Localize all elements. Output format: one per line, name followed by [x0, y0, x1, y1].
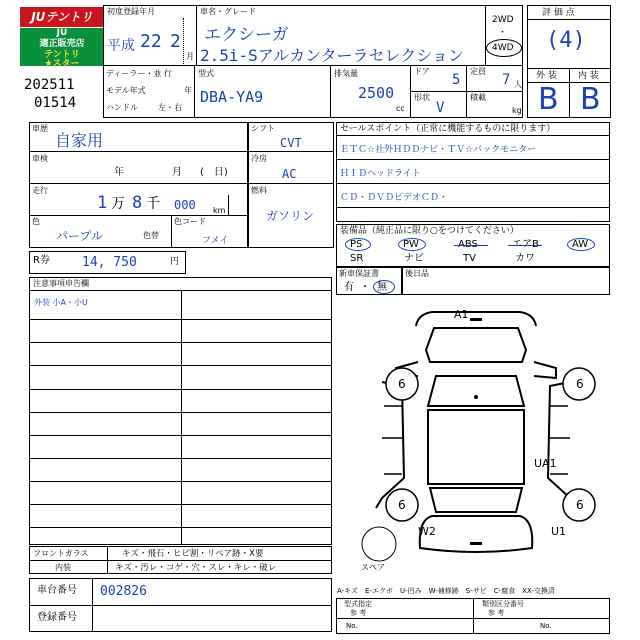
notes-label: 注意事項申告欄: [33, 279, 89, 288]
reference-label-2: 参 考: [488, 609, 505, 617]
equip-aw: AW: [572, 239, 589, 250]
color-code-value: フメイ: [202, 236, 229, 246]
shape-label: 形状: [414, 93, 430, 102]
mileage-unit: km: [213, 206, 226, 215]
notes-line-1: 外装 小A・小U: [34, 298, 88, 307]
reg-year-value: 22: [140, 31, 162, 52]
footer-no-2: No.: [540, 622, 552, 630]
recycle-value: 14, 750: [82, 255, 137, 270]
chassis-value: 002826: [100, 584, 147, 599]
exterior-label: 外 装: [536, 71, 557, 81]
displacement-label: 排気量: [334, 69, 358, 78]
reference-label: 参 考: [350, 609, 367, 617]
usage-label: 車歴: [32, 124, 48, 133]
load-unit: kg: [512, 106, 522, 115]
load-label: 積載: [470, 93, 486, 102]
handle-value: 左・右: [158, 103, 182, 112]
recycle-label: R券: [33, 255, 50, 266]
exterior-grade: B: [538, 82, 559, 117]
tire-rear-left-value: 6: [398, 498, 406, 512]
chassis-label: 車台番号: [37, 585, 77, 596]
glass-value: キズ・飛石・ヒビ割・リペア跡・X要: [122, 549, 264, 559]
damage-a1: A1: [454, 308, 469, 321]
era-value: 平成: [107, 38, 135, 54]
equip-tv: TV: [463, 253, 476, 264]
inspection-label: 車検: [32, 154, 48, 163]
car-name-label: 車名・グレード: [200, 7, 256, 16]
equip-sr: SR: [350, 253, 364, 264]
fuel-value: ガソリン: [266, 209, 315, 223]
warranty-yes: 有: [344, 282, 354, 293]
handle-label: ハンドル: [106, 103, 138, 112]
overall-score: (4): [546, 28, 586, 53]
displacement-unit: cc: [396, 104, 405, 113]
warranty-no: 無: [377, 282, 387, 293]
grade-value: 2.5i-Sアルカンターラセレクション: [200, 46, 464, 65]
color-label: 色: [32, 217, 40, 226]
badge-line1: JU: [56, 28, 68, 38]
stock-number-1: 202511: [24, 77, 75, 93]
dealer-label: ディーラー・並 行: [106, 69, 172, 78]
interior-row-label: 内装: [55, 563, 71, 572]
type-label: 型式: [198, 69, 214, 78]
ac-value: AC: [282, 167, 297, 181]
warranty-separator: ・: [360, 282, 370, 293]
equip-ps: PS: [350, 239, 363, 250]
equip-pw: PW: [403, 239, 419, 250]
car-body-diagram: [336, 298, 610, 576]
fuel-label: 燃料: [251, 186, 267, 195]
tire-front-right-value: 6: [576, 377, 584, 391]
interior-row-value: キズ・汚レ・コゲ・穴・スレ・キレ・破レ: [115, 563, 277, 573]
footer-no-1: No.: [346, 622, 358, 630]
mileage-man-unit: 万: [111, 196, 125, 212]
later-items-box: [402, 267, 610, 295]
shift-value: CVT: [280, 136, 302, 150]
registration-label: 登録番号: [37, 612, 77, 623]
equip-navi: ナビ: [404, 253, 424, 264]
inspection-year-unit: 年: [114, 167, 124, 178]
displacement-value: 2500: [358, 84, 395, 102]
model-year-unit: 年: [184, 86, 192, 95]
star-badge: ★スター: [44, 59, 80, 69]
model-year-label: モデル年式: [106, 86, 146, 95]
equip-abs: ABS: [458, 239, 478, 250]
inspection-day-unit: ( 日): [200, 167, 228, 178]
damage-legend: A-キズ E-エクボ U-凹み W-補修跡 S-サビ C-腐食 XX-交換済: [337, 587, 555, 595]
doors-label: ドア: [414, 67, 430, 76]
damage-w2: W2: [418, 525, 436, 538]
interior-label: 内 装: [578, 71, 599, 81]
mileage-sen-unit: 千: [146, 196, 160, 212]
rating-label: 評 価 点: [542, 8, 575, 18]
badge-line3: テントリ: [44, 50, 80, 60]
color-code-label: 色コード: [174, 217, 206, 226]
mileage-sen-value: 8: [132, 193, 143, 213]
capacity-label: 定員: [470, 67, 486, 76]
mileage-rest-value: 000: [174, 198, 196, 212]
model-designation-label: 型式指定: [344, 600, 372, 608]
spare-label: スペア: [361, 563, 385, 572]
recycle-unit: 円: [170, 257, 180, 267]
drive-2wd: 2WD: [492, 15, 514, 25]
color-value: パープル: [56, 229, 103, 243]
capacity-value: 7: [502, 72, 511, 88]
brand-logo: JUテントリ: [20, 7, 104, 27]
selling-points-label: セールスポイント（正常に機能するものに限ります）: [340, 124, 556, 134]
capacity-unit: 人: [514, 80, 522, 89]
drive-4wd: 4WD: [492, 43, 514, 53]
selling-point-2: ＨＩＤヘッドライト: [340, 169, 421, 179]
selling-point-3: ＣＤ・ＤＶＤビデオＣＤ・: [340, 193, 448, 203]
tire-front-left-value: 6: [398, 377, 406, 391]
inspection-month-unit: 月: [172, 167, 182, 178]
type-value: DBA-YA9: [200, 88, 264, 106]
equip-leather: カワ: [515, 253, 535, 264]
equip-airbag: エアB: [512, 239, 539, 250]
class-number-label: 類別区分番号: [482, 600, 524, 608]
mileage-man-value: 1: [97, 193, 108, 213]
reg-month-value: 2: [170, 31, 181, 52]
drive-separator: ・: [498, 28, 508, 38]
doors-value: 5: [452, 72, 461, 88]
usage-value: 自家用: [55, 131, 104, 150]
mileage-label: 走行: [32, 186, 48, 195]
ac-label: 冷房: [251, 154, 267, 163]
color-change-label: 色替: [143, 231, 159, 240]
shape-value: V: [436, 100, 445, 116]
tire-rear-right-value: 6: [576, 498, 584, 512]
damage-ua1: UA1: [534, 457, 557, 470]
stock-number-2: 01514: [34, 95, 77, 111]
shift-label: シフト: [251, 124, 275, 133]
first-reg-label: 初度登録年月: [107, 7, 155, 16]
equipment-label: 装備品（純正品に限り○をつけてください）: [340, 226, 519, 236]
damage-u1: U1: [551, 525, 567, 538]
spare-tire: [362, 527, 396, 561]
glass-label: フロントガラス: [33, 549, 89, 558]
badge-line2: 適正販売店: [39, 39, 85, 49]
later-items-label: 後日品: [405, 269, 429, 278]
interior-grade: B: [580, 82, 601, 117]
selling-point-1: ＥＴＣ☆社外ＨＤＤナビ・ＴＶ☆バックモニター: [340, 145, 537, 155]
car-name-value: エクシーガ: [204, 25, 289, 45]
reg-month-unit: 月: [186, 52, 194, 61]
warranty-label: 新車保証書: [339, 269, 379, 278]
